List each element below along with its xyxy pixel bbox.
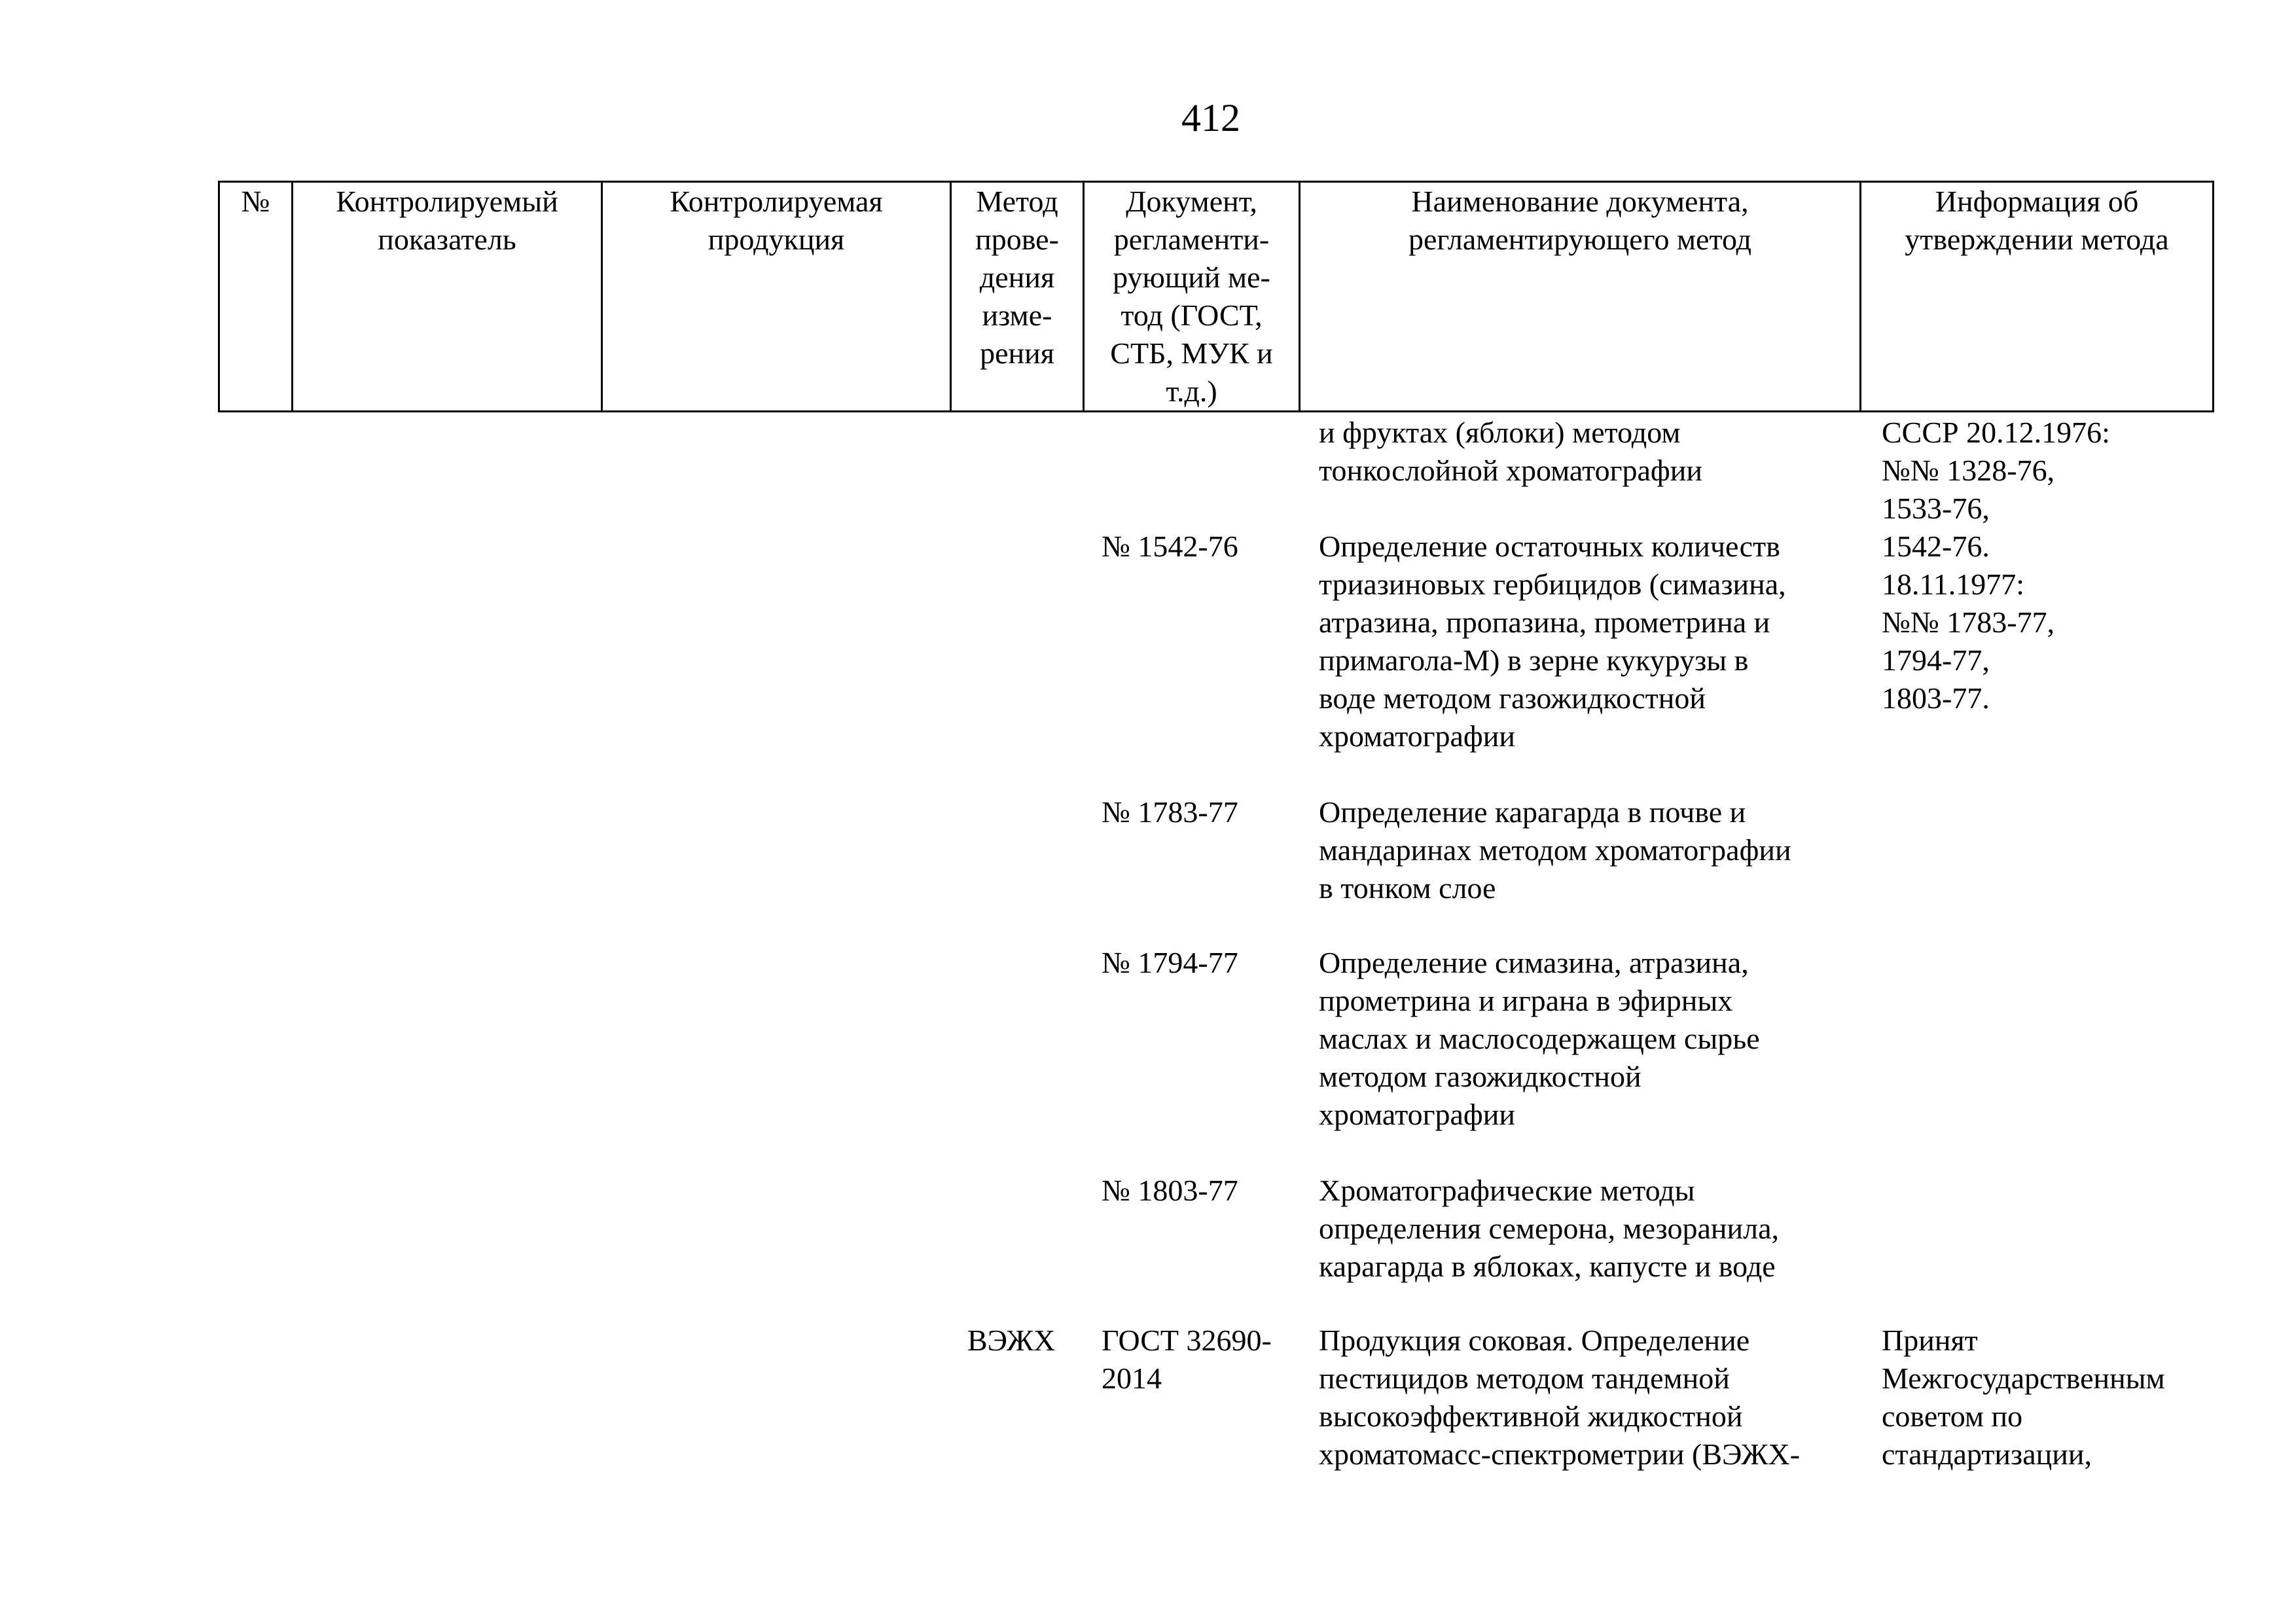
header-indicator: Контролируемый показатель — [293, 182, 602, 412]
row-5-doc-name: Продукция соковая. Определение пестицидов методом тандемной высокоэффективной жидкостной хроматомасс-спектрометрии (ВЭЖХ- — [1319, 1324, 1801, 1471]
row-1-document: № 1542-76 — [1102, 530, 1238, 563]
row-2-doc-name: Определение карагарда в почве и мандаринах методом хроматографии в тонком слое — [1319, 795, 1791, 905]
row-3-document: № 1794-77 — [1102, 946, 1238, 979]
header-num: № — [219, 182, 293, 412]
header-approval: Информация об утверждении метода — [1861, 182, 2214, 412]
header-product: Контролируемая продукция — [602, 182, 951, 412]
row-3-doc-name: Определение симазина, атразина, прометрина и играна в эфирных маслах и маслосодержащем сырье методом газожидкостной хроматографии — [1319, 946, 1760, 1131]
header-document: Документ, регламенти- рующий ме- тод (ГОСТ, СТБ, МУК и т.д.) — [1084, 182, 1300, 412]
row-5-document: ГОСТ 32690- 2014 — [1102, 1324, 1272, 1395]
doc-name-continued: и фруктах (яблоки) методом тонкослойной хроматографии — [1319, 416, 1702, 487]
row-4-document: № 1803-77 — [1102, 1174, 1238, 1207]
table-header — [218, 181, 2214, 412]
row-2-document: № 1783-77 — [1102, 795, 1238, 829]
row-1-doc-name: Определение остаточных количеств триазиновых гербицидов (симазина, атразина, пропазина, прометрина и примагола-М) в зерне кукурузы в воде методом газожидкостной хроматографии — [1319, 530, 1786, 753]
row-4-doc-name: Хроматографические методы определения семерона, мезоранила, карагарда в яблоках, капусте и воде — [1319, 1174, 1779, 1283]
approval-info: СССР 20.12.1976: №№ 1328-76, 1533-76, 1542-76. 18.11.1977: №№ 1783-77, 1794-77, 1803-77. — [1882, 416, 2110, 715]
header-doc-name: Наименование документа, регламентирующего метод — [1300, 182, 1861, 412]
row-5-method: ВЭЖХ — [967, 1324, 1056, 1357]
row-5-approval: Принят Межгосударственным советом по стандартизации, — [1882, 1324, 2165, 1471]
page-number: 412 — [1181, 96, 1240, 139]
header-method: Метод прове- дения изме- рения — [951, 182, 1084, 412]
